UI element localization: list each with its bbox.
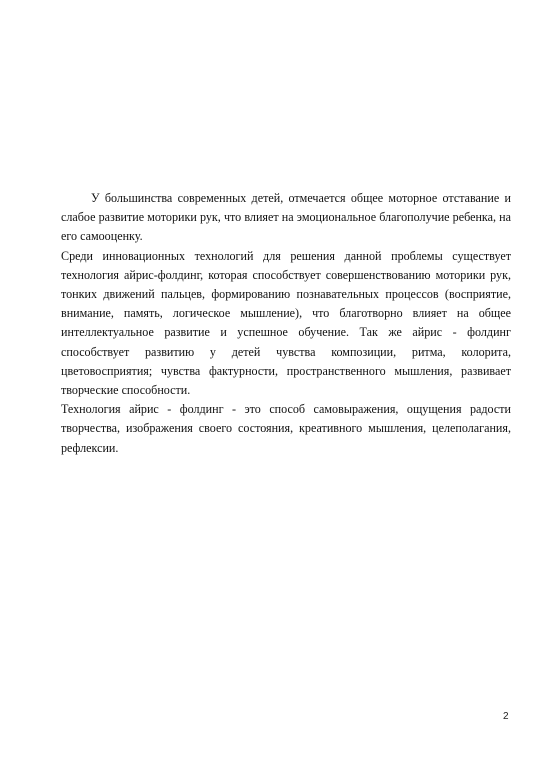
page-number: 2 [503, 711, 509, 722]
body-text [61, 189, 511, 458]
paragraph-intro: У большинства современных детей, отмечается общее моторное отставание и слабое развитие моторики рук, что влияет на эмоциональное благополучие ребенка, на его самооценку. [61, 191, 511, 244]
paragraph-technology: Среди инновационных технологий для решения данной проблемы существует технология айрис-фолдинг, которая способствует совершенствованию моторики рук, тонких движений пальцев, формированию познавательных процессов (восприятие, внимание, память, логическое мышление), что благотворно влияет на общее интеллектуальное развитие и успешное обучение. Так же айрис - фолдинг способствует развитию у детей чувства композиции, ритма, колорита, цветовосприятия; чувства фактурности, пространственного мышления, развивает творческие способности. [61, 248, 511, 398]
paragraph-definition: Технология айрис - фолдинг - это способ самовыражения, ощущения радости творчества, изображения своего состояния, креативного мышления, целеполагания, рефлексии. [61, 402, 511, 455]
